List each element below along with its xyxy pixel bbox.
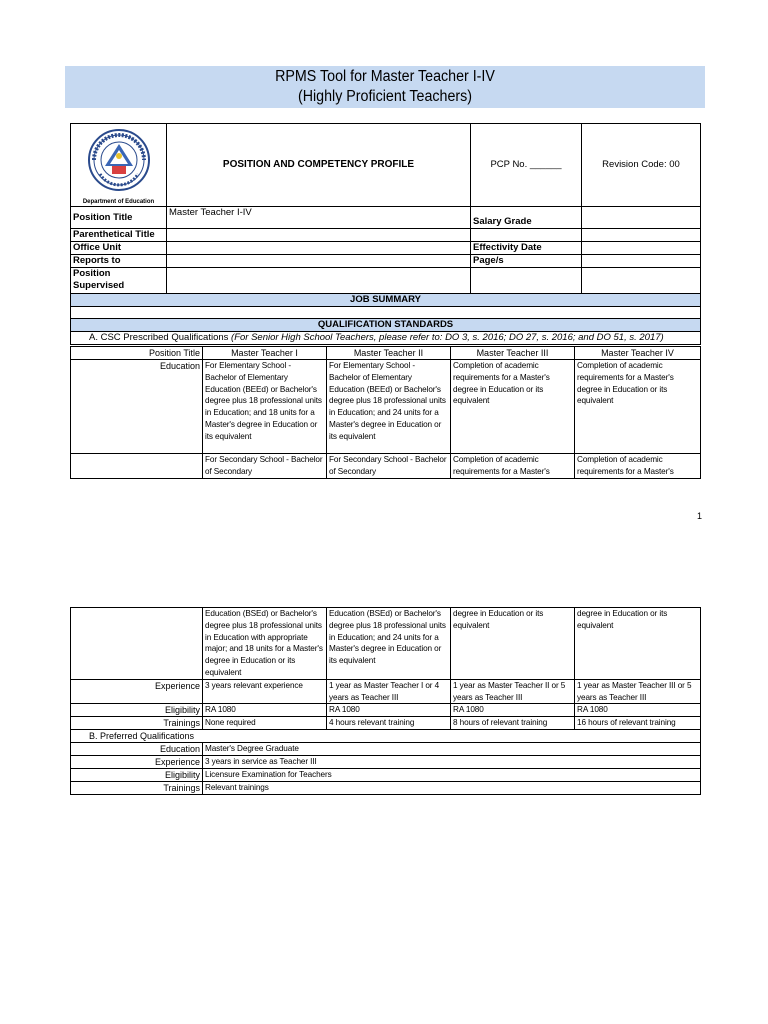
pref-eligibility-value: Licensure Examination for Teachers xyxy=(203,769,701,782)
pref-experience-label: Experience xyxy=(71,756,203,769)
csc-note: (For Senior High School Teachers, please refer to: DO 3, s. 2016; DO 27, s. 2016; and DO 51, s. 2017) xyxy=(231,332,664,343)
empty-cell xyxy=(71,454,203,479)
experience-cell: 3 years relevant experience xyxy=(203,679,327,704)
empty-cell xyxy=(582,268,701,294)
empty-cell xyxy=(582,229,701,242)
column-header: Position Title xyxy=(71,347,203,360)
education-cell: For Secondary School - Bachelor of Secondary xyxy=(327,454,451,479)
job-summary-header: JOB SUMMARY xyxy=(71,294,701,307)
revision-code: Revision Code: 00 xyxy=(582,124,701,207)
education-cell: Completion of academic requirements for a Master's degree in Education or its equivalent xyxy=(451,360,575,454)
trainings-cell: 8 hours of relevant training xyxy=(451,717,575,730)
empty-cell xyxy=(471,268,582,294)
education-cell: Completion of academic requirements for a Master's xyxy=(451,454,575,479)
experience-cell: 1 year as Master Teacher III or 5 years as Teacher III xyxy=(575,679,701,704)
education-cell: degree in Education or its equivalent xyxy=(451,608,575,680)
office-unit-label: Office Unit xyxy=(71,242,167,255)
eligibility-cell: RA 1080 xyxy=(451,704,575,717)
pcp-number: PCP No. ______ xyxy=(471,124,582,207)
position-title-label: Position Title xyxy=(71,207,167,229)
trainings-cell: None required xyxy=(203,717,327,730)
pref-eligibility-label: Eligibility xyxy=(71,769,203,782)
salary-grade-value xyxy=(582,207,701,229)
education-cell: Completion of academic requirements for a Master's xyxy=(575,454,701,479)
trainings-cell: 16 hours of relevant training xyxy=(575,717,701,730)
pref-education-value: Master's Degree Graduate xyxy=(203,743,701,756)
reports-to-label: Reports to xyxy=(71,255,167,268)
form-title: POSITION AND COMPETENCY PROFILE xyxy=(167,124,471,207)
empty-cell xyxy=(471,229,582,242)
eligibility-cell: RA 1080 xyxy=(203,704,327,717)
position-supervised-label: Position Supervised xyxy=(71,268,167,294)
column-header: Master Teacher II xyxy=(327,347,451,360)
education-cell: Completion of academic requirements for a Master's degree in Education or its equivalent xyxy=(575,360,701,454)
pref-education-label: Education xyxy=(71,743,203,756)
position-title-value: Master Teacher I-IV xyxy=(167,207,471,229)
education-cell: Education (BSEd) or Bachelor's degree plus 18 professional units in Education; and 24 units for a Master's degree in Education or its equivalent xyxy=(327,608,451,680)
column-header: Master Teacher IV xyxy=(575,347,701,360)
parenthetical-title-label: Parenthetical Title xyxy=(71,229,167,242)
title-banner xyxy=(65,66,705,108)
preferred-qualifications-label: B. Preferred Qualifications xyxy=(71,730,701,743)
document-subtitle: (Highly Proficient Teachers) xyxy=(297,88,473,105)
job-summary-body xyxy=(71,307,701,319)
deped-seal-icon xyxy=(86,128,152,192)
pref-trainings-value: Relevant trainings xyxy=(203,782,701,795)
education-label: Education xyxy=(71,360,203,454)
csc-label: A. CSC Prescribed Qualifications xyxy=(89,332,229,343)
reports-to-value xyxy=(167,255,471,268)
pages-label: Page/s xyxy=(471,255,582,268)
education-cell: For Elementary School - Bachelor of Elementary Education (BEEd) or Bachelor's degree plus 18 professional units in Education; and 18 units for a Master's degree in Education or its equivalent xyxy=(203,360,327,454)
education-cell: degree in Education or its equivalent xyxy=(575,608,701,680)
eligibility-label: Eligibility xyxy=(71,704,203,717)
logo-cell xyxy=(71,124,167,207)
position-supervised-value xyxy=(167,268,471,294)
salary-grade-label: Salary Grade xyxy=(471,207,582,229)
trainings-label: Trainings xyxy=(71,717,203,730)
trainings-cell: 4 hours relevant training xyxy=(327,717,451,730)
experience-cell: 1 year as Master Teacher I or 4 years as Teacher III xyxy=(327,679,451,704)
pref-experience-value: 3 years in service as Teacher III xyxy=(203,756,701,769)
qualification-standards-header: QUALIFICATION STANDARDS xyxy=(71,319,701,332)
parenthetical-title-value xyxy=(167,229,471,242)
effectivity-date-label: Effectivity Date xyxy=(471,242,582,255)
position-profile-table xyxy=(70,123,701,345)
qualification-table xyxy=(70,346,701,479)
document-title: RPMS Tool for Master Teacher I-IV xyxy=(275,68,495,85)
qualification-table-continued xyxy=(70,607,701,795)
page-number: 1 xyxy=(697,511,703,521)
pref-trainings-label: Trainings xyxy=(71,782,203,795)
department-label: Department of Education xyxy=(82,199,155,205)
office-unit-value xyxy=(167,242,471,255)
education-cell: Education (BSEd) or Bachelor's degree plus 18 professional units in Education with appropriate major; and 18 units for a Master's degree in Education or its equivalent xyxy=(203,608,327,680)
csc-qualifications-row xyxy=(71,332,701,345)
education-cell: For Elementary School - Bachelor of Elementary Education (BEEd) or Bachelor's degree plus 18 professional units in Education; and 24 units for a Master's degree in Education or its equivalent xyxy=(327,360,451,454)
experience-label: Experience xyxy=(71,679,203,704)
empty-cell xyxy=(71,608,203,680)
effectivity-date-value xyxy=(582,242,701,255)
column-header: Master Teacher I xyxy=(203,347,327,360)
experience-cell: 1 year as Master Teacher II or 5 years as Teacher III xyxy=(451,679,575,704)
education-cell: For Secondary School - Bachelor of Secondary xyxy=(203,454,327,479)
pages-value xyxy=(582,255,701,268)
eligibility-cell: RA 1080 xyxy=(327,704,451,717)
eligibility-cell: RA 1080 xyxy=(575,704,701,717)
column-header: Master Teacher III xyxy=(451,347,575,360)
